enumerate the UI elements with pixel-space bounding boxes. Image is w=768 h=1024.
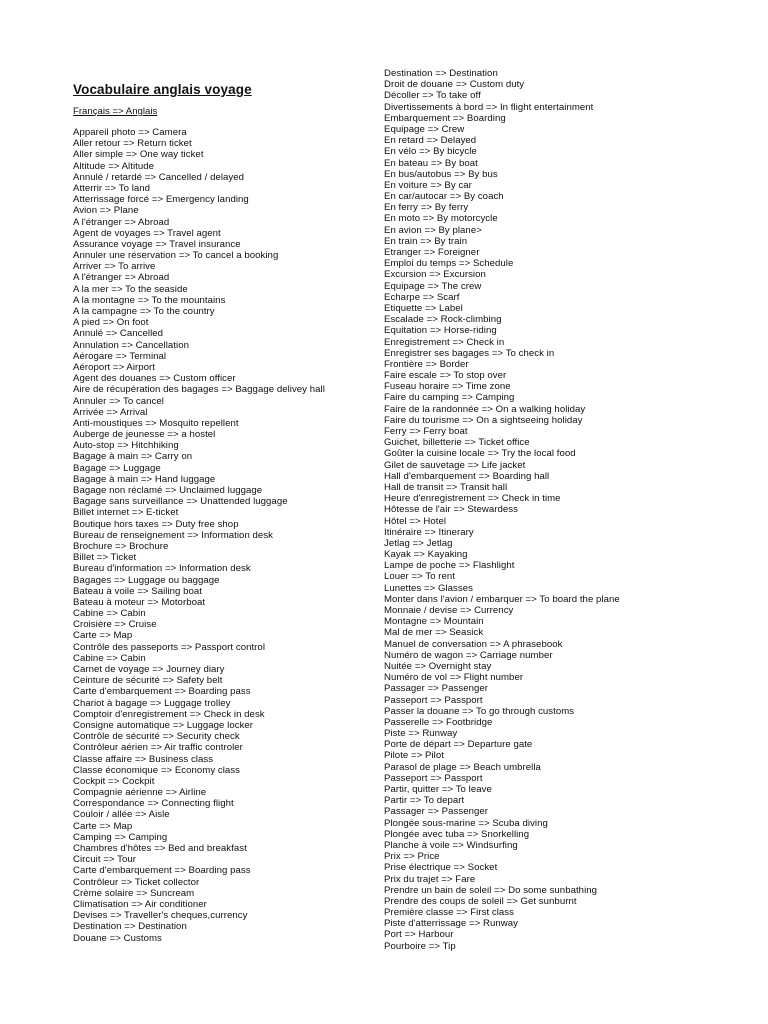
vocab-entry: Comptoir d'enregistrement => Check in desk [73, 708, 265, 720]
vocab-entry: En bus/autobus => By bus [384, 168, 498, 180]
vocab-entry: Enregistrement => Check in [384, 336, 505, 348]
vocab-entry: Cabine => Cabin [73, 608, 146, 620]
vocab-entry: Classe économique => Economy class [73, 764, 241, 776]
vocab-entry: Aire de récupération des bagages => Baggage delivey hall [73, 384, 325, 396]
vocab-entry: Montagne => Mountain [384, 616, 484, 628]
vocab-entry: En vélo => By bicycle [384, 146, 477, 158]
vocab-entry: Agent de voyages => Travel agent [73, 227, 221, 239]
vocab-entry: Guichet, billetterie => Ticket office [384, 437, 530, 449]
vocab-entry: Correspondance => Connecting flight [73, 798, 234, 810]
vocab-entry: Annuler => To cancel [73, 395, 164, 407]
vocab-entry: Bateau à moteur => Motorboat [73, 596, 206, 608]
vocab-entry: Heure d'enregistrement => Check in time [384, 493, 561, 505]
vocab-entry: Port => Harbour [384, 929, 454, 941]
vocab-entry: Hall d'embarquement => Boarding hall [384, 470, 550, 482]
vocab-entry: Douane => Customs [73, 932, 162, 944]
vocab-entry: Embarquement => Boarding [384, 112, 506, 124]
vocab-entry: A la campagne => To the country [73, 306, 215, 317]
vocab-entry: En retard => Delayed [384, 135, 477, 147]
vocab-entry: Cockpit => Cockpit [73, 775, 155, 787]
vocab-entry: Bateau à voile => Sailing boat [73, 585, 202, 597]
document-title: Vocabulaire anglais voyage [73, 82, 252, 97]
vocab-entry: Auto-stop => Hitchhiking [73, 440, 179, 452]
vocab-entry: Bagage => Luggage [73, 462, 161, 474]
vocab-entry: En ferry => By ferry [384, 202, 469, 214]
vocab-entry: Altitude => Altitude [73, 160, 155, 172]
vocab-entry: Jetlag => Jetlag [384, 537, 453, 549]
vocab-entry: Numéro de wagon => Carriage number [384, 649, 553, 661]
right-vocabulary-column [384, 68, 620, 952]
vocab-entry: Passeport => Passport [384, 694, 483, 706]
vocab-entry: Chambres d'hôtes => Bed and breakfast [73, 843, 247, 854]
vocab-entry: Décoller => To take off [384, 90, 481, 102]
vocab-entry: Passerelle => Footbridge [384, 716, 493, 728]
vocab-entry: Bagages => Luggage ou baggage [73, 574, 220, 586]
vocab-entry: Parasol de plage => Beach umbrella [384, 761, 541, 773]
vocab-entry: Goûter la cuisine locale => Try the local food [384, 448, 576, 460]
vocab-entry: Planche à voile => Windsurfing [384, 839, 518, 851]
vocab-entry: Equitation => Horse-riding [384, 325, 497, 337]
vocab-entry: Brochure => Brochure [73, 540, 169, 552]
vocab-entry: Destination => Destination [384, 68, 498, 79]
vocab-entry: A pied => On foot [73, 317, 149, 329]
vocab-entry: Faire escale => To stop over [384, 370, 507, 382]
vocab-entry: Arrivée => Arrival [73, 406, 148, 418]
vocab-entry: Carte => Map [73, 820, 133, 832]
vocab-entry: En voiture => By car [384, 179, 472, 191]
vocab-entry: Croisière => Cruise [73, 619, 157, 631]
vocab-entry: Bagage à main => Carry on [73, 451, 193, 463]
vocab-entry: Climatisation => Air conditioner [73, 898, 207, 910]
vocab-entry: Carte d'embarquement => Boarding pass [73, 686, 251, 698]
vocab-entry: Emploi du temps => Schedule [384, 258, 514, 270]
vocab-entry: Pilote => Pilot [384, 750, 444, 762]
vocab-entry: Appareil photo => Camera [73, 127, 187, 138]
vocab-entry: Droit de douane => Custom duty [384, 79, 525, 91]
vocab-entry: Faire du tourisme => On a sightseeing holiday [384, 414, 583, 426]
vocab-entry: Annulation => Cancellation [73, 339, 189, 351]
vocab-entry: Consigne automatique => Luggage locker [73, 719, 254, 731]
vocab-entry: Bureau de renseignement => Information desk [73, 529, 274, 541]
vocab-entry: Aller retour => Return ticket [73, 138, 192, 150]
vocab-entry: Pourboire => Tip [384, 940, 456, 952]
vocab-entry: Circuit => Tour [73, 854, 136, 866]
vocab-entry: Anti-moustiques => Mosquito repellent [73, 417, 239, 429]
vocab-entry: Etranger => Foreigner [384, 247, 480, 258]
vocab-entry: En car/autocar => By coach [384, 191, 504, 203]
vocab-entry: Arriver => To arrive [73, 261, 156, 273]
vocab-entry: Porte de départ => Departure gate [384, 739, 533, 751]
vocab-entry: Echarpe => Scarf [384, 291, 460, 303]
vocab-entry: Classe affaire => Business class [73, 753, 214, 765]
document-subtitle: Français => Anglais [73, 106, 158, 117]
vocab-entry: A la mer => To the seaside [73, 283, 188, 295]
vocab-entry: Annulé => Cancelled [73, 328, 164, 340]
vocab-entry: Manuel de conversation => A phrasebook [384, 638, 563, 650]
vocab-entry: Contrôle de sécurité => Security check [73, 731, 240, 743]
vocab-entry: Faire de la randonnée => On a walking holiday [384, 403, 586, 415]
vocab-entry: Excursion => Excursion [384, 269, 486, 281]
vocab-entry: Assurance voyage => Travel insurance [73, 238, 241, 250]
vocab-entry: Hôtel => Hotel [384, 515, 447, 527]
vocab-entry: Ceinture de sécurité => Safety belt [73, 675, 223, 687]
vocab-entry: En bateau => By boat [384, 157, 478, 169]
vocab-entry: A la montagne => To the mountains [73, 294, 226, 306]
vocab-entry: Destination => Destination [73, 921, 187, 933]
vocab-entry: Piste d'atterrissage => Runway [384, 918, 518, 930]
vocab-entry: Bagage sans surveillance => Unattended luggage [73, 496, 288, 508]
vocab-entry: Kayak => Kayaking [384, 549, 468, 561]
vocab-entry: Aéroport => Airport [73, 361, 156, 373]
vocab-entry: Contrôle des passeports => Passport control [73, 641, 265, 653]
vocab-entry: Camping => Camping [73, 831, 168, 843]
vocab-entry: Lunettes => Glasses [384, 582, 473, 594]
vocab-entry: A l'étranger => Abroad [73, 216, 170, 228]
left-vocabulary-column [73, 127, 325, 944]
vocab-entry: A l'étranger => Abroad [73, 272, 170, 284]
vocab-entry: Fuseau horaire => Time zone [384, 381, 511, 393]
vocab-entry: Passager => Passenger [384, 683, 488, 695]
vocab-entry: Ferry => Ferry boat [384, 426, 468, 437]
vocab-entry: Première classe => First class [384, 907, 514, 919]
vocab-entry: Annulé / retardé => Cancelled / delayed [73, 171, 245, 183]
vocab-entry: Prendre des coups de soleil => Get sunburnt [384, 895, 577, 907]
vocab-entry: Crème solaire => Suncream [73, 887, 195, 899]
vocab-entry: Devises => Traveller's cheques,currency [73, 910, 248, 922]
vocab-entry: Passeport => Passport [384, 772, 483, 784]
vocab-entry: En train => By train [384, 235, 468, 247]
vocab-entry: Equipage => Crew [384, 123, 465, 135]
vocab-entry: Plongée sous-marine => Scuba diving [384, 817, 548, 829]
vocab-entry: Bagage à main => Hand luggage [73, 473, 216, 485]
vocab-entry: Monter dans l'avion / embarquer => To board the plane [384, 593, 620, 605]
vocab-entry: Bureau d'information => Information desk [73, 563, 251, 575]
vocab-entry: Frontière => Border [384, 358, 469, 370]
vocab-entry: Louer => To rent [384, 571, 456, 583]
vocab-entry: Carte => Map [73, 630, 133, 642]
vocab-entry: Billet => Ticket [73, 552, 137, 564]
vocab-entry: Carnet de voyage => Journey diary [73, 664, 225, 675]
vocab-entry: Plongée avec tuba => Snorkelling [384, 828, 530, 840]
vocab-entry: Escalade => Rock-climbing [384, 314, 502, 326]
vocab-entry: Prix du trajet => Fare [384, 873, 476, 885]
vocab-entry: Atterrissage forcé => Emergency landing [73, 194, 249, 206]
vocab-entry: Passer la douane => To go through customs [384, 705, 575, 717]
vocab-entry: Monnaie / devise => Currency [384, 605, 514, 616]
vocab-entry: Hôtesse de l'air => Stewardess [384, 504, 518, 516]
vocab-entry: Aérogare => Terminal [73, 350, 167, 362]
vocab-entry: En moto => By motorcycle [384, 213, 498, 225]
vocab-entry: Etiquette => Label [384, 302, 463, 314]
vocab-entry: Billet internet => E-ticket [73, 507, 179, 519]
vocab-entry: Partir => To depart [384, 795, 465, 807]
vocab-entry: Itinéraire => Itinerary [384, 526, 474, 538]
vocab-entry: Hall de transit => Transit hall [384, 481, 508, 493]
vocab-entry: Compagnie aérienne => Airline [73, 787, 207, 799]
vocab-entry: Partir, quitter => To leave [384, 784, 492, 795]
vocab-entry: Contrôleur aérien => Air traffic controler [73, 742, 243, 754]
vocab-entry: Annuler une réservation => To cancel a booking [73, 250, 279, 262]
vocab-entry: Nuitée => Overnight stay [384, 660, 492, 672]
vocab-entry: Aller simple => One way ticket [73, 149, 204, 161]
vocab-entry: Chariot à bagage => Luggage trolley [73, 697, 231, 709]
vocab-entry: Agent des douanes => Custom officer [73, 373, 236, 385]
vocab-entry: Boutique hors taxes => Duty free shop [73, 518, 239, 530]
vocab-entry: Bagage non réclamé => Unclaimed luggage [73, 485, 263, 496]
vocab-entry: Cabine => Cabin [73, 652, 146, 664]
vocab-entry: Divertissements à bord => In flight entertainment [384, 101, 594, 113]
vocab-entry: Prise électrique => Socket [384, 862, 498, 874]
vocab-entry: En avion => By plane> [384, 224, 482, 236]
vocab-entry: Gilet de sauvetage => Life jacket [384, 459, 526, 471]
vocab-entry: Avion => Plane [73, 205, 139, 217]
vocab-entry: Piste => Runway [384, 728, 458, 740]
vocab-entry: Couloir / allée => Aisle [73, 809, 170, 821]
vocab-entry: Enregistrer ses bagages => To check in [384, 347, 555, 359]
vocab-entry: Numéro de vol => Flight number [384, 672, 524, 684]
vocab-entry: Prix => Price [384, 851, 440, 863]
vocab-entry: Prendre un bain de soleil => Do some sunbathing [384, 884, 598, 896]
vocab-entry: Atterrir => To land [73, 182, 151, 194]
vocab-entry: Faire du camping => Camping [384, 392, 515, 404]
vocab-entry: Mal de mer => Seasick [384, 627, 484, 639]
vocab-entry: Carte d'embarquement => Boarding pass [73, 865, 251, 877]
vocab-entry: Equipage => The crew [384, 280, 482, 292]
vocab-entry: Auberge de jeunesse => a hostel [73, 429, 216, 441]
vocab-entry: Contrôleur => Ticket collector [73, 876, 200, 888]
vocab-entry: Lampe de poche => Flashlight [384, 560, 515, 572]
vocab-entry: Passager => Passenger [384, 806, 488, 818]
